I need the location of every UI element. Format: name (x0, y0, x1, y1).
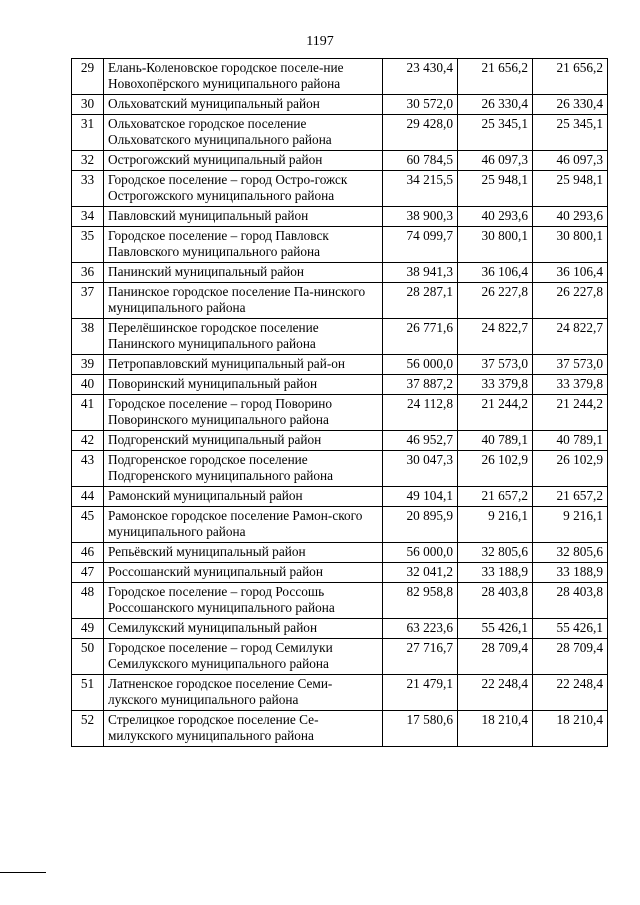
value-cell-2: 21 244,2 (458, 395, 533, 431)
budget-table (71, 58, 608, 747)
value-cell-1: 38 900,3 (383, 207, 458, 227)
value-cell-2: 55 426,1 (458, 619, 533, 639)
municipality-name-cell: Петропавловский муниципальный рай-он (104, 355, 383, 375)
municipality-name-cell: Острогожский муниципальный район (104, 151, 383, 171)
value-cell-2: 26 102,9 (458, 451, 533, 487)
row-number-cell: 47 (72, 563, 104, 583)
table-row (72, 431, 608, 451)
table-row (72, 59, 608, 95)
row-number-cell: 49 (72, 619, 104, 639)
value-cell-1: 38 941,3 (383, 263, 458, 283)
value-cell-3: 32 805,6 (533, 543, 608, 563)
row-number-cell: 34 (72, 207, 104, 227)
table-body (72, 59, 608, 747)
value-cell-2: 46 097,3 (458, 151, 533, 171)
value-cell-1: 82 958,8 (383, 583, 458, 619)
municipality-name-cell: Рамонское городское поселение Рамон-ского муниципального района (104, 507, 383, 543)
municipality-name-cell: Панинское городское поселение Па-нинского муниципального района (104, 283, 383, 319)
table-row (72, 151, 608, 171)
value-cell-2: 25 345,1 (458, 115, 533, 151)
value-cell-3: 55 426,1 (533, 619, 608, 639)
row-number-cell: 41 (72, 395, 104, 431)
value-cell-2: 21 657,2 (458, 487, 533, 507)
value-cell-2: 22 248,4 (458, 675, 533, 711)
value-cell-3: 25 345,1 (533, 115, 608, 151)
table-row (72, 207, 608, 227)
value-cell-2: 36 106,4 (458, 263, 533, 283)
municipality-name-cell: Городское поселение – город Россошь Россошанского муниципального района (104, 583, 383, 619)
municipality-name-cell: Городское поселение – город Павловск Павловского муниципального района (104, 227, 383, 263)
row-number-cell: 44 (72, 487, 104, 507)
table-row (72, 583, 608, 619)
value-cell-1: 28 287,1 (383, 283, 458, 319)
municipality-name-cell: Ольховатский муниципальный район (104, 95, 383, 115)
value-cell-3: 40 789,1 (533, 431, 608, 451)
value-cell-2: 28 403,8 (458, 583, 533, 619)
table-row (72, 563, 608, 583)
row-number-cell: 39 (72, 355, 104, 375)
table-row (72, 283, 608, 319)
value-cell-2: 24 822,7 (458, 319, 533, 355)
value-cell-1: 26 771,6 (383, 319, 458, 355)
table-row (72, 395, 608, 431)
row-number-cell: 43 (72, 451, 104, 487)
municipality-name-cell: Стрелицкое городское поселение Се-милукского муниципального района (104, 711, 383, 747)
value-cell-2: 25 948,1 (458, 171, 533, 207)
table-row (72, 95, 608, 115)
value-cell-1: 20 895,9 (383, 507, 458, 543)
footer-rule (0, 872, 46, 873)
value-cell-1: 56 000,0 (383, 355, 458, 375)
table-row (72, 507, 608, 543)
value-cell-3: 25 948,1 (533, 171, 608, 207)
value-cell-1: 30 047,3 (383, 451, 458, 487)
value-cell-3: 33 188,9 (533, 563, 608, 583)
value-cell-2: 18 210,4 (458, 711, 533, 747)
row-number-cell: 33 (72, 171, 104, 207)
municipality-name-cell: Латненское городское поселение Семи-лукского муниципального района (104, 675, 383, 711)
value-cell-1: 63 223,6 (383, 619, 458, 639)
row-number-cell: 45 (72, 507, 104, 543)
value-cell-1: 23 430,4 (383, 59, 458, 95)
value-cell-1: 24 112,8 (383, 395, 458, 431)
value-cell-2: 26 227,8 (458, 283, 533, 319)
value-cell-1: 32 041,2 (383, 563, 458, 583)
value-cell-3: 26 227,8 (533, 283, 608, 319)
value-cell-3: 26 102,9 (533, 451, 608, 487)
table-row (72, 319, 608, 355)
value-cell-3: 46 097,3 (533, 151, 608, 171)
value-cell-1: 46 952,7 (383, 431, 458, 451)
value-cell-3: 21 244,2 (533, 395, 608, 431)
value-cell-1: 74 099,7 (383, 227, 458, 263)
value-cell-3: 28 709,4 (533, 639, 608, 675)
row-number-cell: 38 (72, 319, 104, 355)
municipality-name-cell: Репьёвский муниципальный район (104, 543, 383, 563)
municipality-name-cell: Россошанский муниципальный район (104, 563, 383, 583)
table-row (72, 355, 608, 375)
row-number-cell: 30 (72, 95, 104, 115)
row-number-cell: 48 (72, 583, 104, 619)
table-row (72, 227, 608, 263)
value-cell-3: 33 379,8 (533, 375, 608, 395)
table-row (72, 451, 608, 487)
table-row (72, 711, 608, 747)
value-cell-1: 29 428,0 (383, 115, 458, 151)
municipality-name-cell: Павловский муниципальный район (104, 207, 383, 227)
value-cell-1: 17 580,6 (383, 711, 458, 747)
row-number-cell: 29 (72, 59, 104, 95)
value-cell-2: 33 379,8 (458, 375, 533, 395)
municipality-name-cell: Подгоренский муниципальный район (104, 431, 383, 451)
value-cell-1: 21 479,1 (383, 675, 458, 711)
row-number-cell: 46 (72, 543, 104, 563)
row-number-cell: 36 (72, 263, 104, 283)
page-number: 1197 (306, 34, 334, 49)
row-number-cell: 31 (72, 115, 104, 151)
row-number-cell: 42 (72, 431, 104, 451)
table-row (72, 487, 608, 507)
table-row (72, 619, 608, 639)
value-cell-3: 21 656,2 (533, 59, 608, 95)
value-cell-2: 33 188,9 (458, 563, 533, 583)
value-cell-3: 21 657,2 (533, 487, 608, 507)
value-cell-3: 26 330,4 (533, 95, 608, 115)
municipality-name-cell: Перелёшинское городское поселение Панинского муниципального района (104, 319, 383, 355)
value-cell-1: 56 000,0 (383, 543, 458, 563)
value-cell-1: 30 572,0 (383, 95, 458, 115)
value-cell-2: 40 789,1 (458, 431, 533, 451)
value-cell-2: 40 293,6 (458, 207, 533, 227)
table-row (72, 171, 608, 207)
value-cell-3: 36 106,4 (533, 263, 608, 283)
table-row (72, 639, 608, 675)
row-number-cell: 52 (72, 711, 104, 747)
value-cell-1: 27 716,7 (383, 639, 458, 675)
row-number-cell: 40 (72, 375, 104, 395)
value-cell-3: 22 248,4 (533, 675, 608, 711)
municipality-name-cell: Поворинский муниципальный район (104, 375, 383, 395)
table-row (72, 375, 608, 395)
municipality-name-cell: Городское поселение – город Семилуки Семилукского муниципального района (104, 639, 383, 675)
value-cell-3: 28 403,8 (533, 583, 608, 619)
row-number-cell: 35 (72, 227, 104, 263)
value-cell-3: 24 822,7 (533, 319, 608, 355)
municipality-name-cell: Елань-Коленовское городское поселе-ние Новохопёрского муниципального района (104, 59, 383, 95)
value-cell-2: 21 656,2 (458, 59, 533, 95)
municipality-name-cell: Городское поселение – город Поворино Поворинского муниципального района (104, 395, 383, 431)
row-number-cell: 51 (72, 675, 104, 711)
municipality-name-cell: Подгоренское городское поселение Подгоренского муниципального района (104, 451, 383, 487)
table-row (72, 115, 608, 151)
value-cell-2: 32 805,6 (458, 543, 533, 563)
table-row (72, 543, 608, 563)
municipality-name-cell: Панинский муниципальный район (104, 263, 383, 283)
value-cell-3: 40 293,6 (533, 207, 608, 227)
row-number-cell: 37 (72, 283, 104, 319)
municipality-name-cell: Городское поселение – город Остро-гожск Острогожского муниципального района (104, 171, 383, 207)
table-row (72, 675, 608, 711)
value-cell-3: 37 573,0 (533, 355, 608, 375)
value-cell-1: 49 104,1 (383, 487, 458, 507)
row-number-cell: 32 (72, 151, 104, 171)
row-number-cell: 50 (72, 639, 104, 675)
value-cell-3: 9 216,1 (533, 507, 608, 543)
value-cell-2: 28 709,4 (458, 639, 533, 675)
value-cell-2: 37 573,0 (458, 355, 533, 375)
table-row (72, 263, 608, 283)
value-cell-1: 60 784,5 (383, 151, 458, 171)
municipality-name-cell: Семилукский муниципальный район (104, 619, 383, 639)
value-cell-2: 9 216,1 (458, 507, 533, 543)
value-cell-2: 30 800,1 (458, 227, 533, 263)
municipality-name-cell: Рамонский муниципальный район (104, 487, 383, 507)
municipality-name-cell: Ольховатское городское поселение Ольховатского муниципального района (104, 115, 383, 151)
value-cell-1: 34 215,5 (383, 171, 458, 207)
value-cell-2: 26 330,4 (458, 95, 533, 115)
value-cell-3: 30 800,1 (533, 227, 608, 263)
value-cell-3: 18 210,4 (533, 711, 608, 747)
value-cell-1: 37 887,2 (383, 375, 458, 395)
